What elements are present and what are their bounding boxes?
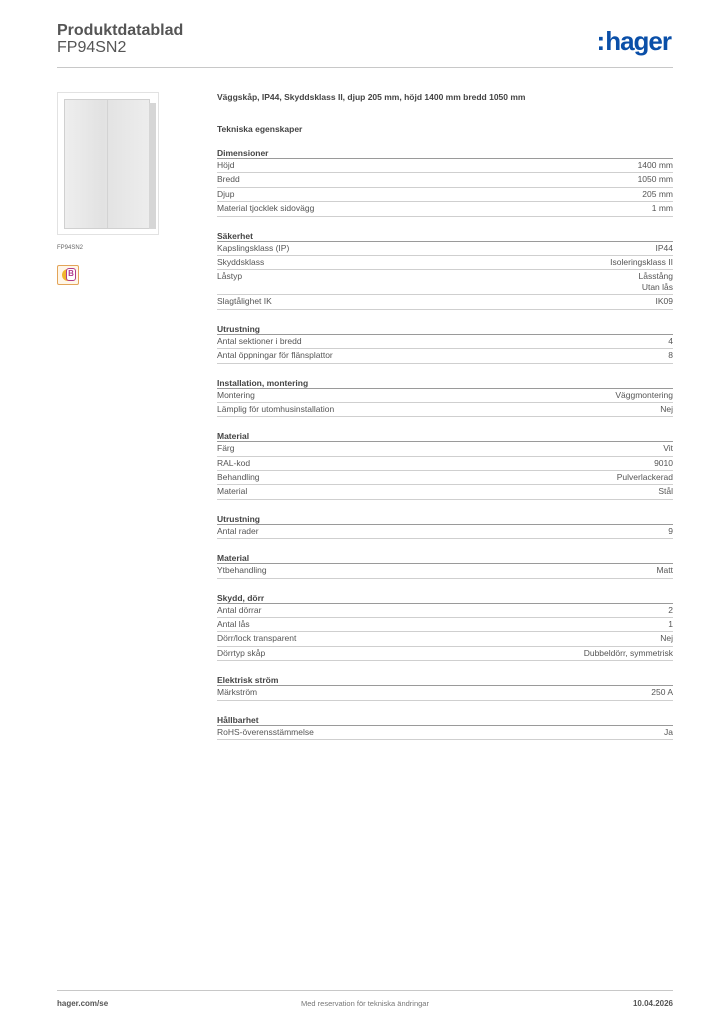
specifications [217,92,673,740]
image-caption: FP94SN2 [57,245,84,251]
spec-row [217,335,673,349]
spec-row [217,242,673,256]
group-gap [217,217,673,227]
spec-value: Pulverlackerad [616,472,673,483]
spec-value: Ja [664,726,673,737]
cabinet-illustration [64,99,150,229]
spec-group [217,510,673,539]
logo-text: hager [605,26,671,56]
group-gap [217,417,673,427]
section-label: Tekniska egenskaper [217,124,303,134]
spec-value: 1 mm [651,203,673,214]
spec-group [217,711,673,740]
spec-group [217,671,673,700]
spec-label: Behandling [217,472,260,483]
spec-value: Väggmontering [615,389,673,400]
spec-group-title: Material [217,427,673,442]
group-gap [217,310,673,320]
spec-value: 1400 mm [637,160,673,170]
spec-group [217,549,673,578]
spec-label: Slagtålighet IK [217,296,272,307]
spec-value: IP44 [655,242,673,253]
group-gap [217,500,673,510]
spec-value: 9010 [654,457,673,468]
spec-label: Antal öppningar för flänsplattor [217,350,333,361]
spec-group [217,427,673,500]
spec-row [217,349,673,363]
spec-label: Skyddsklass [217,256,265,267]
spec-value: Stål [658,486,673,497]
door-seam [107,100,108,228]
spec-label: Lämplig för utomhusinstallation [217,403,335,414]
spec-groups [217,144,673,740]
spec-value: 1050 mm [637,174,673,185]
spec-label: Färg [217,443,235,454]
spec-row [217,686,673,700]
cabinet-side [149,103,156,229]
spec-value: IK09 [655,296,673,307]
spec-value-line: Utan lås [641,282,673,293]
spec-label: Antal lås [217,619,250,630]
spec-label: Märkström [217,687,258,698]
spec-group-title: Installation, montering [217,374,673,389]
group-gap [217,661,673,671]
spec-label: Bredd [217,174,240,185]
spec-label: Låstyp [217,271,243,282]
product-description: Väggskåp, IP44, Skyddsklass II, djup 205 mm, höjd 1400 mm bredd 1050 mm [217,92,526,102]
spec-value: Dubbeldörr, symmetrisk [583,647,673,658]
spec-row [217,604,673,618]
spec-group-title: Material [217,549,673,564]
energy-label-icon [57,265,79,285]
spec-label: Kapslingsklass (IP) [217,242,290,253]
spec-label: RoHS-överensstämmelse [217,726,314,737]
spec-row [217,295,673,309]
spec-group-title: Säkerhet [217,227,673,242]
spec-group-title: Utrustning [217,320,673,335]
spec-value: Nej [660,633,673,644]
spec-label: Montering [217,389,255,400]
spec-row [217,270,673,295]
spec-row [217,726,673,740]
spec-row [217,403,673,417]
spec-group [217,227,673,310]
group-gap [217,579,673,589]
spec-row [217,647,673,661]
spec-value: 2 [668,604,673,615]
spec-label: Antal rader [217,525,259,536]
product-code: FP94SN2 [57,39,127,56]
spec-row [217,256,673,270]
badge-letter: B [66,268,76,281]
spec-value: 4 [668,335,673,346]
page-header [57,18,673,68]
spec-label: Antal dörrar [217,604,262,615]
spec-row [217,457,673,471]
group-gap [217,701,673,711]
spec-group-title: Skydd, dörr [217,589,673,604]
spec-row [217,632,673,646]
spec-row [217,202,673,216]
spec-label: Material tjocklek sidovägg [217,203,315,214]
spec-label: Dörrtyp skåp [217,647,266,658]
spec-label: Material [217,486,248,497]
spec-group [217,374,673,418]
spec-value-line: Låsstång [638,271,673,282]
spec-label: Antal sektioner i bredd [217,335,302,346]
spec-row [217,188,673,202]
spec-value: Isoleringsklass II [610,256,673,267]
footer-date: 10.04.2026 [632,999,673,1008]
group-gap [217,364,673,374]
spec-row [217,442,673,456]
spec-value: 250 A [651,687,673,698]
product-image [57,92,159,235]
group-gap [217,539,673,549]
spec-label: Ytbehandling [217,565,267,576]
page-footer [57,990,673,1012]
spec-group [217,589,673,662]
spec-label: Dörr/lock transparent [217,633,297,644]
spec-group [217,144,673,217]
spec-value: Matt [656,565,673,576]
spec-value: 8 [668,350,673,361]
spec-label: Djup [217,188,235,199]
spec-value: 205 mm [642,188,673,199]
spec-group-title: Elektrisk ström [217,671,673,686]
spec-label: RAL-kod [217,457,251,468]
spec-value: Vit [663,443,673,454]
spec-value: Nej [660,403,673,414]
spec-row [217,159,673,173]
spec-row [217,525,673,539]
hager-logo[interactable]: :hager [596,26,671,56]
spec-group-title: Utrustning [217,510,673,525]
spec-row [217,564,673,578]
spec-row [217,389,673,403]
spec-row [217,618,673,632]
spec-value: 9 [668,525,673,536]
spec-row [217,173,673,187]
footer-website[interactable]: hager.com/se [57,999,109,1008]
spec-group [217,320,673,364]
spec-value: 1 [668,619,673,630]
spec-group-title: Dimensioner [217,144,673,159]
spec-label: Höjd [217,160,235,170]
spec-value [639,270,674,294]
document-title: Produktdatablad [57,22,184,39]
spec-group-title: Hållbarhet [217,711,673,726]
spec-row [217,485,673,499]
spec-row [217,471,673,485]
footer-disclaimer: Med reservation för tekniska ändringar [301,999,429,1008]
